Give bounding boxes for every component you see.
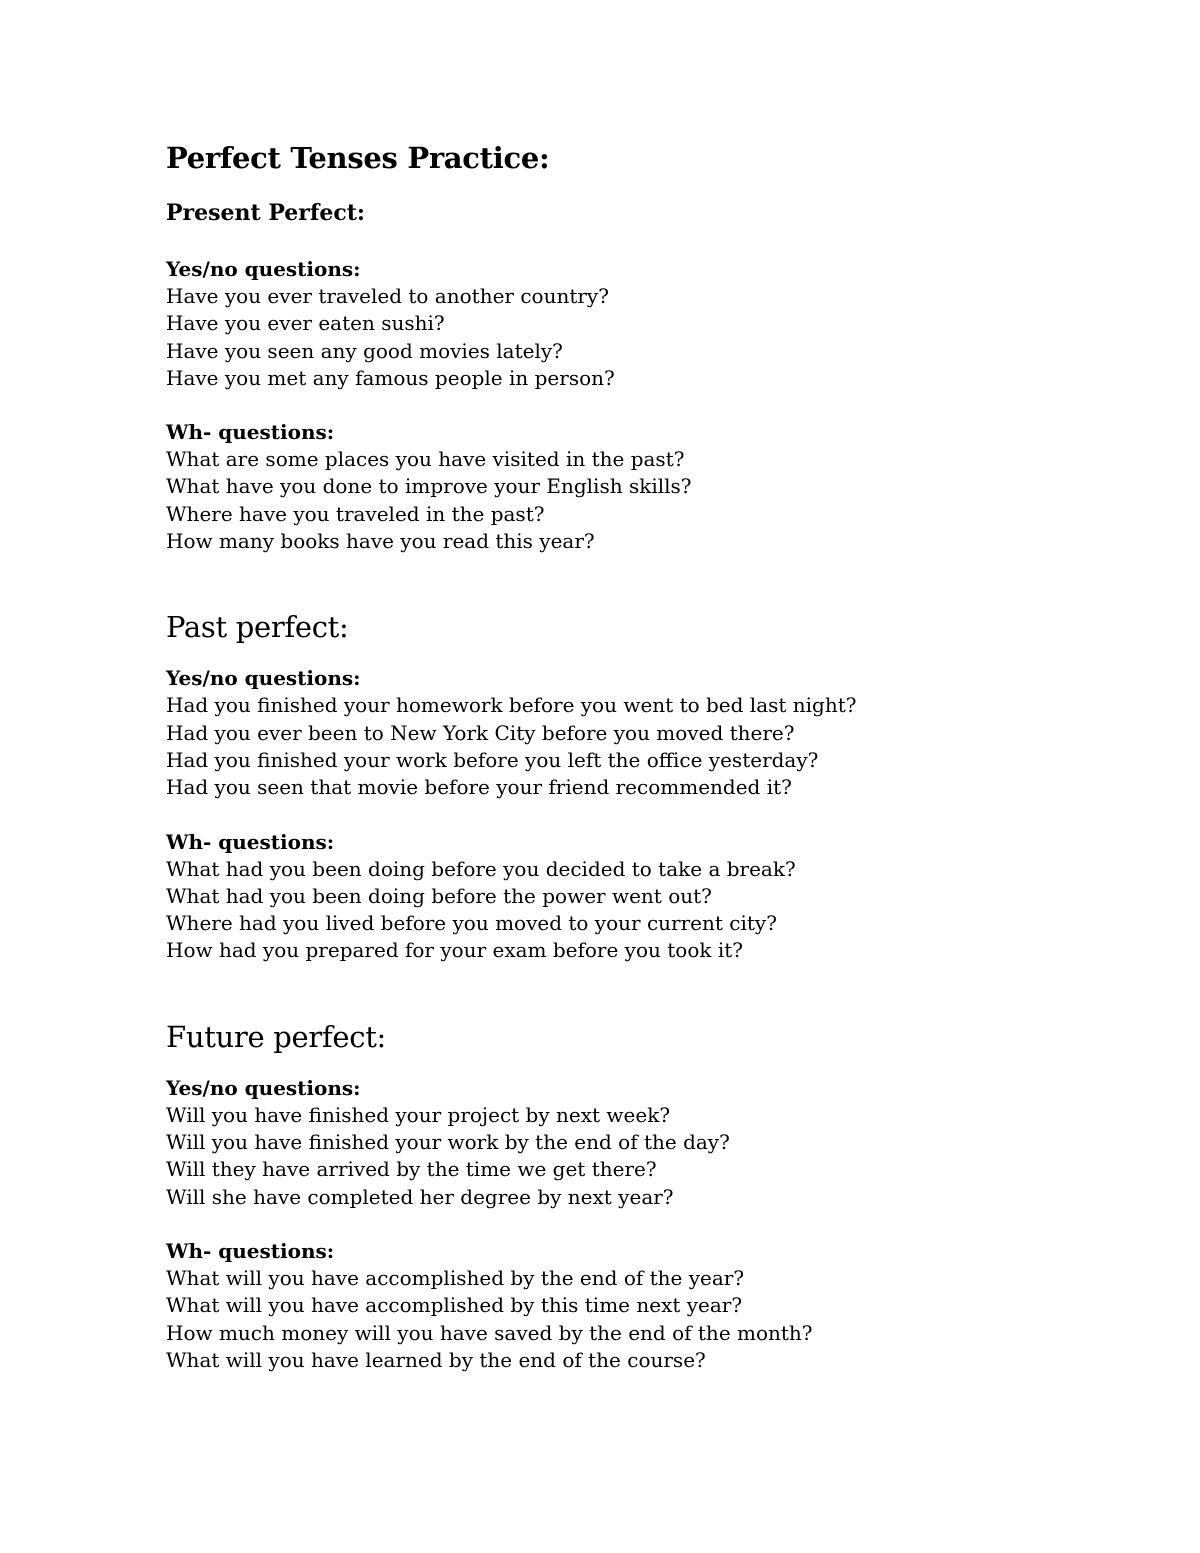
question-line: How much money will you have saved by the end of the month?: [166, 1320, 813, 1345]
question-line: How had you prepared for your exam before you took it?: [166, 938, 744, 963]
question-group-wh: [166, 419, 1066, 555]
question-group-yes-no: [166, 256, 1066, 392]
question-group-wh: [166, 1238, 1066, 1374]
question-line: Have you met any famous people in person?: [166, 365, 615, 390]
question-line: What will you have learned by the end of the course?: [166, 1347, 706, 1372]
question-line: Will you have finished your work by the end of the day?: [166, 1130, 730, 1155]
group-label: Wh- questions:: [166, 420, 335, 445]
document-page: [166, 138, 1066, 1404]
section-heading: Past perfect:: [166, 610, 349, 645]
question-line: What had you been doing before you decided to take a break?: [166, 856, 796, 881]
question-line: What have you done to improve your English skills?: [166, 474, 692, 499]
question-line: Where had you lived before you moved to your current city?: [166, 911, 777, 936]
question-line: Had you ever been to New York City before you moved there?: [166, 720, 795, 745]
question-line: Will you have finished your project by next week?: [166, 1102, 671, 1127]
question-line: What are some places you have visited in the past?: [166, 447, 685, 472]
question-line: What had you been doing before the power went out?: [166, 883, 712, 908]
section-heading: Future perfect:: [166, 1019, 387, 1054]
section-past-perfect: [166, 607, 1066, 964]
question-line: Will she have completed her degree by next year?: [166, 1184, 674, 1209]
question-line: What will you have accomplished by this time next year?: [166, 1293, 743, 1318]
group-label: Yes/no questions:: [166, 257, 361, 281]
group-label: Yes/no questions:: [166, 1075, 361, 1100]
section-heading: Present Perfect:: [166, 200, 366, 226]
question-group-yes-no: [166, 665, 1066, 801]
question-line: What will you have accomplished by the end of the year?: [166, 1265, 745, 1290]
question-line: Will they have arrived by the time we get there?: [166, 1157, 657, 1182]
question-group-yes-no: [166, 1075, 1066, 1211]
question-line: Had you finished your work before you left the office yesterday?: [166, 747, 819, 772]
question-line: Have you seen any good movies lately?: [166, 338, 563, 363]
section-present-perfect: [166, 198, 1066, 555]
question-group-wh: [166, 829, 1066, 965]
question-line: Where have you traveled in the past?: [166, 501, 545, 526]
question-line: Had you finished your homework before you went to bed last night?: [166, 693, 857, 718]
group-label: Wh- questions:: [166, 829, 335, 854]
group-label: Wh- questions:: [166, 1238, 335, 1263]
section-future-perfect: [166, 1017, 1066, 1374]
question-line: Have you ever eaten sushi?: [166, 311, 445, 336]
group-label: Yes/no questions:: [166, 666, 361, 691]
question-line: How many books have you read this year?: [166, 529, 595, 554]
document-title: Perfect Tenses Practice:: [166, 141, 550, 175]
question-line: Had you seen that movie before your friend recommended it?: [166, 775, 792, 800]
question-line: Have you ever traveled to another country?: [166, 284, 609, 308]
